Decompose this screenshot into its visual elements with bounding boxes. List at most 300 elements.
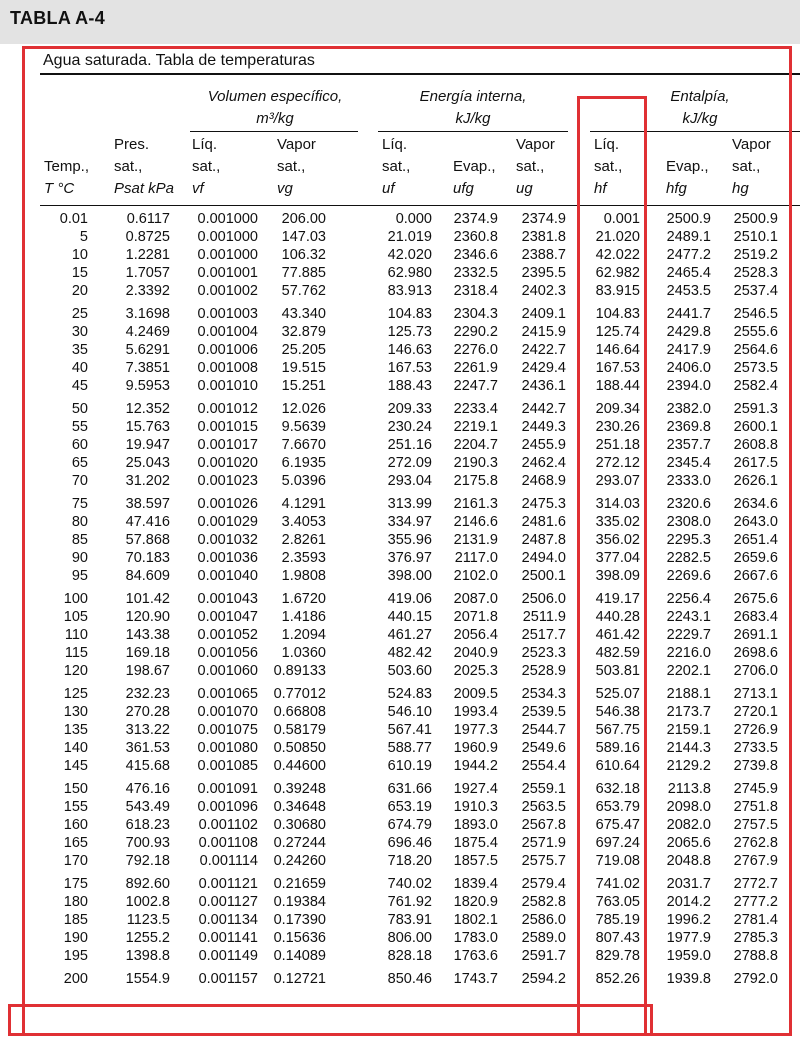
cell-uf: 440.15	[387, 609, 432, 625]
cell-ufg: 2204.7	[453, 437, 498, 453]
cell-hf: 461.42	[595, 627, 640, 643]
cell-vg: 1.4186	[281, 609, 326, 625]
cell-ug: 2586.0	[521, 912, 566, 928]
cell-hfg: 2188.1	[666, 686, 711, 702]
cell-ug: 2481.6	[521, 514, 566, 530]
cell-ug: 2517.7	[521, 627, 566, 643]
cell-vf: 0.001012	[197, 401, 258, 417]
cell-hfg: 2031.7	[666, 876, 711, 892]
cell-vf: 0.001026	[197, 496, 258, 512]
cell-uf: 83.913	[387, 283, 432, 299]
cell-uf: 482.42	[387, 645, 432, 661]
cell-ug: 2559.1	[521, 781, 566, 797]
cell-hg: 2500.9	[733, 211, 778, 227]
cell-hf: 188.44	[595, 378, 640, 394]
cell-press: 31.202	[125, 473, 170, 489]
cell-hfg: 2229.7	[666, 627, 711, 643]
cell-uf: 251.16	[387, 437, 432, 453]
cell-vg: 0.39248	[273, 781, 326, 797]
cell-vf: 0.001020	[197, 455, 258, 471]
cell-vg: 1.9808	[281, 568, 326, 584]
cell-hg: 2546.5	[733, 306, 778, 322]
cell-ug: 2449.3	[521, 419, 566, 435]
cell-vg: 4.1291	[281, 496, 326, 512]
cell-hfg: 2489.1	[666, 229, 711, 245]
cell-vg: 1.0360	[281, 645, 326, 661]
cell-press: 361.53	[125, 740, 170, 756]
cell-hf: 314.03	[595, 496, 640, 512]
cell-vg: 0.21659	[273, 876, 326, 892]
cell-hg: 2659.6	[733, 550, 778, 566]
cell-hf: 0.001	[603, 211, 640, 227]
cell-temp: 35	[71, 342, 88, 358]
cell-hf: 230.26	[595, 419, 640, 435]
cell-hfg: 2465.4	[666, 265, 711, 281]
cell-vf: 0.001102	[198, 817, 258, 833]
cell-hg: 2781.4	[733, 912, 778, 928]
cell-ufg: 1857.5	[453, 853, 498, 869]
cell-hg: 2573.5	[733, 360, 778, 376]
cell-vg: 25.205	[281, 342, 326, 358]
cell-ufg: 1977.3	[453, 722, 498, 738]
cell-ufg: 1802.1	[453, 912, 498, 928]
cell-hfg: 2453.5	[666, 283, 711, 299]
cell-vg: 0.89133	[273, 663, 326, 679]
cell-temp: 80	[71, 514, 88, 530]
cell-vg: 2.3593	[281, 550, 326, 566]
cell-ufg: 2175.8	[453, 473, 498, 489]
cell-ug: 2455.9	[521, 437, 566, 453]
cell-hg: 2555.6	[733, 324, 778, 340]
cell-uf: 524.83	[387, 686, 432, 702]
cell-uf: 461.27	[387, 627, 432, 643]
cell-hf: 356.02	[595, 532, 640, 548]
cell-press: 198.67	[125, 663, 170, 679]
cell-vf: 0.001157	[198, 971, 258, 987]
cell-press: 0.6117	[126, 211, 170, 227]
cell-vg: 147.03	[281, 229, 326, 245]
cell-uf: 313.99	[387, 496, 432, 512]
cell-uf: 293.04	[387, 473, 432, 489]
cell-temp: 125	[63, 686, 88, 702]
cell-press: 2.3392	[125, 283, 170, 299]
cell-hf: 293.07	[595, 473, 640, 489]
cell-ug: 2571.9	[521, 835, 566, 851]
cell-uf: 419.06	[387, 591, 432, 607]
cell-press: 543.49	[125, 799, 170, 815]
cell-vf: 0.001002	[197, 283, 258, 299]
cell-ufg: 2087.0	[453, 591, 498, 607]
cell-vf: 0.001114	[199, 853, 258, 869]
cell-uf: 230.24	[387, 419, 432, 435]
cell-press: 892.60	[125, 876, 170, 892]
cell-temp: 110	[64, 627, 88, 643]
cell-uf: 376.97	[387, 550, 432, 566]
cell-hf: 653.79	[595, 799, 640, 815]
cell-temp: 50	[71, 401, 88, 417]
cell-uf: 653.19	[387, 799, 432, 815]
cell-hg: 2785.3	[733, 930, 778, 946]
cell-hfg: 2014.2	[666, 894, 711, 910]
cell-uf: 125.73	[387, 324, 432, 340]
cell-ufg: 2261.9	[453, 360, 498, 376]
cell-hg: 2643.0	[733, 514, 778, 530]
cell-hg: 2667.6	[733, 568, 778, 584]
cell-uf: 567.41	[387, 722, 432, 738]
cell-vf: 0.001047	[197, 609, 258, 625]
cell-press: 9.5953	[125, 378, 170, 394]
highlight-box-200c-row	[8, 1004, 653, 1036]
cell-hf: 675.47	[595, 817, 640, 833]
cell-vg: 0.19384	[273, 894, 326, 910]
cell-uf: 272.09	[387, 455, 432, 471]
cell-ufg: 2332.5	[453, 265, 498, 281]
cell-press: 57.868	[125, 532, 170, 548]
cell-ug: 2395.5	[521, 265, 566, 281]
cell-vf: 0.001091	[197, 781, 258, 797]
cell-ug: 2589.0	[521, 930, 566, 946]
cell-uf: 42.020	[387, 247, 432, 263]
cell-temp: 150	[63, 781, 88, 797]
cell-temp: 190	[63, 930, 88, 946]
cell-temp: 185	[63, 912, 88, 928]
cell-vf: 0.001023	[197, 473, 258, 489]
cell-hg: 2698.6	[733, 645, 778, 661]
cell-vg: 43.340	[281, 306, 326, 322]
cell-press: 232.23	[125, 686, 170, 702]
cell-vf: 0.001000	[197, 247, 258, 263]
cell-vg: 0.24260	[273, 853, 326, 869]
cell-hg: 2564.6	[733, 342, 778, 358]
cell-vf: 0.001004	[197, 324, 258, 340]
highlight-box-table	[22, 46, 792, 1036]
cell-hfg: 2357.7	[666, 437, 711, 453]
cell-hfg: 2129.2	[666, 758, 711, 774]
cell-press: 1.7057	[125, 265, 170, 281]
cell-vg: 0.12721	[273, 971, 326, 987]
col-header-hf: Líq. sat., hf	[594, 136, 623, 197]
cell-ufg: 2276.0	[453, 342, 498, 358]
cell-vg: 2.8261	[281, 532, 326, 548]
cell-hf: 398.09	[595, 568, 640, 584]
cell-hfg: 2256.4	[666, 591, 711, 607]
cell-ug: 2534.3	[521, 686, 566, 702]
cell-press: 19.947	[125, 437, 170, 453]
cell-ug: 2409.1	[521, 306, 566, 322]
cell-hg: 2510.1	[733, 229, 778, 245]
cell-press: 618.23	[125, 817, 170, 833]
cell-press: 1398.8	[125, 948, 170, 964]
cell-hfg: 1996.2	[666, 912, 711, 928]
cell-ufg: 2374.9	[453, 211, 498, 227]
cell-uf: 398.00	[387, 568, 432, 584]
cell-temp: 55	[71, 419, 88, 435]
cell-vg: 0.14089	[273, 948, 326, 964]
col-header-press: Pres. sat., Psat kPa	[114, 136, 175, 197]
cell-temp: 200	[63, 971, 88, 987]
cell-ufg: 1783.0	[453, 930, 498, 946]
cell-hg: 2582.4	[733, 378, 778, 394]
cell-press: 1123.5	[126, 912, 170, 928]
cell-hf: 697.24	[595, 835, 640, 851]
cell-press: 169.18	[125, 645, 170, 661]
cell-ug: 2591.7	[521, 948, 566, 964]
cell-temp: 30	[71, 324, 88, 340]
cell-vf: 0.001127	[198, 894, 258, 910]
col-header-ufg: Evap., ufg	[453, 158, 496, 197]
cell-press: 12.352	[125, 401, 170, 417]
cell-vg: 9.5639	[281, 419, 326, 435]
cell-hg: 2634.6	[733, 496, 778, 512]
cell-ug: 2422.7	[521, 342, 566, 358]
cell-ug: 2436.1	[521, 378, 566, 394]
cell-ufg: 1944.2	[453, 758, 498, 774]
cell-vg: 0.66808	[273, 704, 326, 720]
cell-ug: 2528.9	[521, 663, 566, 679]
cell-hg: 2713.1	[733, 686, 778, 702]
cell-press: 1554.9	[125, 971, 170, 987]
cell-hfg: 2417.9	[666, 342, 711, 358]
cell-uf: 850.46	[387, 971, 432, 987]
cell-press: 1002.8	[125, 894, 170, 910]
cell-ufg: 1820.9	[453, 894, 498, 910]
cell-temp: 90	[71, 550, 88, 566]
cell-press: 1.2281	[125, 247, 170, 263]
cell-temp: 140	[63, 740, 88, 756]
cell-vg: 106.32	[281, 247, 326, 263]
cell-hf: 42.022	[595, 247, 640, 263]
cell-hf: 807.43	[595, 930, 640, 946]
cell-ufg: 2040.9	[453, 645, 498, 661]
cell-ug: 2594.2	[521, 971, 566, 987]
cell-temp: 75	[71, 496, 88, 512]
cell-uf: 209.33	[387, 401, 432, 417]
cell-ug: 2468.9	[521, 473, 566, 489]
cell-hfg: 2295.3	[666, 532, 711, 548]
cell-uf: 718.20	[387, 853, 432, 869]
cell-vg: 0.30680	[273, 817, 326, 833]
group-header-volume: Volumen específico, m³/kg	[207, 88, 343, 127]
cell-ufg: 2247.7	[453, 378, 498, 394]
cell-ug: 2582.8	[521, 894, 566, 910]
cell-vg: 0.15636	[273, 930, 326, 946]
cell-hfg: 1959.0	[666, 948, 711, 964]
cell-hfg: 2477.2	[666, 247, 711, 263]
cell-temp: 60	[71, 437, 88, 453]
cell-press: 15.763	[125, 419, 170, 435]
cell-vg: 3.4053	[281, 514, 326, 530]
cell-ug: 2506.0	[521, 591, 566, 607]
cell-temp: 65	[71, 455, 88, 471]
cell-ufg: 2102.0	[453, 568, 498, 584]
cell-ug: 2579.4	[521, 876, 566, 892]
cell-vf: 0.001001	[197, 265, 258, 281]
cell-hf: 272.12	[595, 455, 640, 471]
cell-hfg: 2082.0	[666, 817, 711, 833]
cell-hg: 2651.4	[733, 532, 778, 548]
cell-temp: 165	[63, 835, 88, 851]
cell-press: 143.38	[125, 627, 170, 643]
cell-press: 415.68	[125, 758, 170, 774]
cell-ufg: 2318.4	[453, 283, 498, 299]
cell-vg: 1.2094	[281, 627, 326, 643]
cell-uf: 696.46	[387, 835, 432, 851]
cell-vf: 0.001000	[197, 229, 258, 245]
cell-ufg: 2025.3	[453, 663, 498, 679]
cell-press: 1255.2	[125, 930, 170, 946]
cell-ug: 2511.9	[522, 609, 566, 625]
cell-hg: 2608.8	[733, 437, 778, 453]
cell-hg: 2691.1	[733, 627, 778, 643]
cell-vg: 19.515	[281, 360, 326, 376]
highlight-box-hf-column	[577, 96, 647, 1036]
cell-ufg: 2360.8	[453, 229, 498, 245]
cell-hg: 2726.9	[733, 722, 778, 738]
cell-vg: 5.0396	[281, 473, 326, 489]
cell-vf: 0.001121	[198, 876, 258, 892]
cell-uf: 188.43	[387, 378, 432, 394]
cell-vf: 0.001141	[198, 930, 258, 946]
cell-uf: 355.96	[387, 532, 432, 548]
cell-vg: 0.44600	[273, 758, 326, 774]
cell-vf: 0.001065	[197, 686, 258, 702]
cell-ug: 2554.4	[521, 758, 566, 774]
cell-hf: 104.83	[595, 306, 640, 322]
cell-ufg: 2146.6	[453, 514, 498, 530]
cell-uf: 610.19	[387, 758, 432, 774]
cell-ug: 2475.3	[521, 496, 566, 512]
cell-vf: 0.001029	[197, 514, 258, 530]
cell-hf: 167.53	[595, 360, 640, 376]
cell-hg: 2591.3	[733, 401, 778, 417]
cell-vf: 0.001060	[197, 663, 258, 679]
cell-vg: 0.17390	[273, 912, 326, 928]
cell-hg: 2792.0	[733, 971, 778, 987]
cell-vf: 0.001056	[197, 645, 258, 661]
cell-temp: 130	[63, 704, 88, 720]
cell-hfg: 2500.9	[666, 211, 711, 227]
cell-ufg: 2290.2	[453, 324, 498, 340]
cell-press: 3.1698	[125, 306, 170, 322]
col-header-uf: Líq. sat., uf	[382, 136, 411, 197]
cell-uf: 104.83	[387, 306, 432, 322]
cell-uf: 503.60	[387, 663, 432, 679]
cell-hfg: 2308.0	[666, 514, 711, 530]
cell-hg: 2626.1	[733, 473, 778, 489]
cell-hf: 335.02	[595, 514, 640, 530]
cell-press: 792.18	[125, 853, 170, 869]
cell-ug: 2442.7	[521, 401, 566, 417]
cell-vg: 0.27244	[273, 835, 326, 851]
cell-vg: 6.1935	[281, 455, 326, 471]
cell-hfg: 1977.9	[666, 930, 711, 946]
cell-press: 476.16	[125, 781, 170, 797]
cell-hf: 852.26	[595, 971, 640, 987]
cell-temp: 160	[63, 817, 88, 833]
cell-hf: 209.34	[595, 401, 640, 417]
cell-ug: 2567.8	[521, 817, 566, 833]
cell-temp: 5	[79, 229, 88, 245]
cell-ufg: 1893.0	[453, 817, 498, 833]
cell-hf: 719.08	[595, 853, 640, 869]
table-label: TABLA A-4	[10, 8, 106, 28]
cell-ug: 2381.8	[521, 229, 566, 245]
cell-hg: 2772.7	[733, 876, 778, 892]
cell-vf: 0.001070	[197, 704, 258, 720]
group-header-enthalpy: Entalpía, kJ/kg	[670, 88, 730, 127]
cell-temp: 20	[71, 283, 88, 299]
cell-hfg: 2113.8	[667, 781, 711, 797]
cell-ug: 2494.0	[521, 550, 566, 566]
cell-vf: 0.001149	[198, 948, 258, 964]
cell-temp: 0.01	[59, 211, 88, 227]
cell-hg: 2683.4	[733, 609, 778, 625]
cell-vf: 0.001043	[197, 591, 258, 607]
cell-hg: 2777.2	[733, 894, 778, 910]
cell-vf: 0.001032	[197, 532, 258, 548]
cell-temp: 115	[64, 645, 88, 661]
cell-hfg: 2429.8	[666, 324, 711, 340]
cell-hfg: 1939.8	[666, 971, 711, 987]
cell-hfg: 2269.6	[666, 568, 711, 584]
cell-temp: 145	[63, 758, 88, 774]
cell-hg: 2757.5	[733, 817, 778, 833]
cell-vf: 0.001108	[198, 835, 258, 851]
cell-hfg: 2382.0	[666, 401, 711, 417]
cell-ufg: 2304.3	[453, 306, 498, 322]
cell-temp: 180	[63, 894, 88, 910]
cell-vf: 0.001006	[197, 342, 258, 358]
cell-uf: 783.91	[387, 912, 432, 928]
cell-temp: 175	[63, 876, 88, 892]
cell-hfg: 2406.0	[666, 360, 711, 376]
cell-hf: 21.020	[595, 229, 640, 245]
cell-uf: 806.00	[387, 930, 432, 946]
cell-uf: 761.92	[387, 894, 432, 910]
cell-ug: 2539.5	[521, 704, 566, 720]
cell-ug: 2575.7	[521, 853, 566, 869]
cell-ufg: 1743.7	[453, 971, 498, 987]
cell-ug: 2563.5	[521, 799, 566, 815]
cell-uf: 588.77	[387, 740, 432, 756]
cell-ufg: 2117.0	[454, 550, 498, 566]
cell-ufg: 1927.4	[453, 781, 498, 797]
cell-hg: 2762.8	[733, 835, 778, 851]
cell-ufg: 2219.1	[453, 419, 498, 435]
cell-hfg: 2048.8	[666, 853, 711, 869]
cell-ug: 2523.3	[521, 645, 566, 661]
cell-hfg: 2065.6	[666, 835, 711, 851]
cell-temp: 195	[63, 948, 88, 964]
cell-temp: 45	[71, 378, 88, 394]
cell-hf: 785.19	[595, 912, 640, 928]
cell-uf: 167.53	[387, 360, 432, 376]
cell-hg: 2600.1	[733, 419, 778, 435]
cell-hf: 419.17	[595, 591, 640, 607]
cell-temp: 120	[63, 663, 88, 679]
cell-hfg: 2345.4	[666, 455, 711, 471]
cell-vf: 0.001085	[197, 758, 258, 774]
cell-vf: 0.001134	[198, 912, 258, 928]
cell-ufg: 1839.4	[453, 876, 498, 892]
cell-ug: 2549.6	[521, 740, 566, 756]
group-header-energy: Energía interna, kJ/kg	[419, 88, 527, 127]
cell-hg: 2519.2	[733, 247, 778, 263]
cell-ug: 2429.4	[521, 360, 566, 376]
cell-ufg: 2009.5	[453, 686, 498, 702]
cell-hf: 377.04	[595, 550, 640, 566]
cell-vf: 0.001010	[197, 378, 258, 394]
